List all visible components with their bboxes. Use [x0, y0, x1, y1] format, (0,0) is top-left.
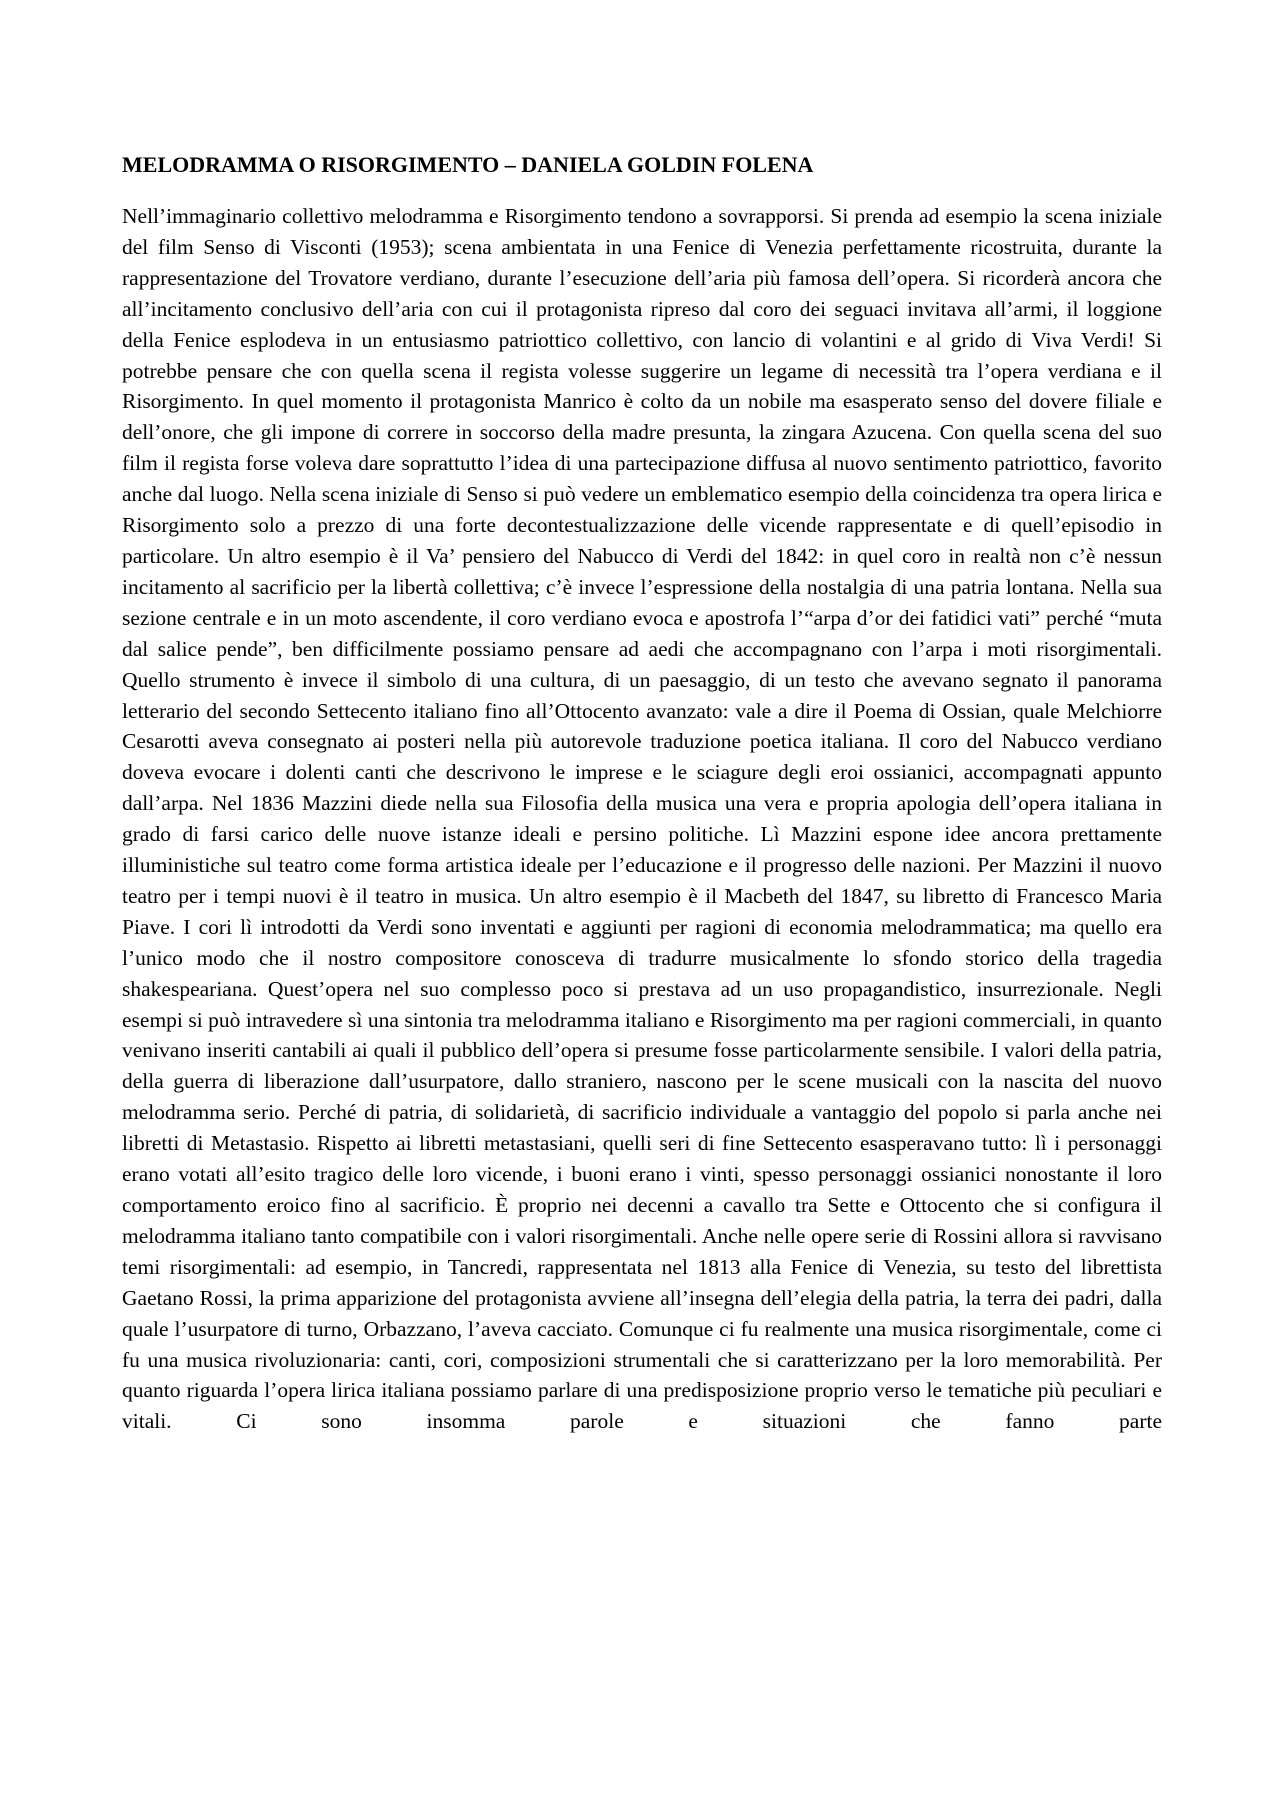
document-body-paragraph: Nell’immaginario collettivo melodramma e Risorgimento tendono a sovrapporsi. Si prenda ad esempio la scena iniziale del film Senso di Visconti (1953); scena ambientata in una Fenice di Venezia perfettamente ricostruita, durante la rappresentazione del Trovatore verdiano, durante l’esecuzione dell’aria più famosa dell’opera. Si ricorderà ancora che all’incitamento conclusivo dell’aria con cui il protagonista ripreso dal coro dei seguaci invitava all’armi, il loggione della Fenice esplodeva in un entusiasmo patriottico collettivo, con lancio di volantini e al grido di Viva Verdi! Si potrebbe pensare che con quella scena il regista volesse suggerire un legame di necessità tra l’opera verdiana e il Risorgimento. In quel momento il protagonista Manrico è colto da un nobile ma esasperato senso del dovere filiale e dell’onore, che gli impone di correre in soccorso della madre presunta, la zingara Azucena. Con quella scena del suo film il regista forse voleva dare soprattutto l’idea di una partecipazione diffusa al nuovo sentimento patriottico, favorito anche dal luogo. Nella scena iniziale di Senso si può vedere un emblematico esempio della coincidenza tra opera lirica e Risorgimento solo a prezzo di una forte decontestualizzazione delle vicende rappresentate e di quell’episodio in particolare. Un altro esempio è il Va’ pensiero del Nabucco di Verdi del 1842: in quel coro in realtà non c’è nessun incitamento al sacrificio per la libertà collettiva; c’è invece l’espressione della nostalgia di una patria lontana. Nella sua sezione centrale e in un moto ascendente, il coro verdiano evoca e apostrofa l’“arpa d’or dei fatidici vati” perché “muta dal salice pende”, ben difficilmente possiamo pensare ad aedi che accompagnano con l’arpa i moti risorgimentali. Quello strumento è invece il simbolo di una cultura, di un paesaggio, di un testo che avevano segnato il panorama letterario del secondo Settecento italiano fino all’Ottocento avanzato: vale a dire il Poema di Ossian, quale Melchiorre Cesarotti aveva consegnato ai posteri nella più autorevole traduzione poetica italiana. Il coro del Nabucco verdiano doveva evocare i dolenti canti che descrivono le imprese e le sciagure degli eroi ossianici, accompagnati appunto dall’arpa. Nel 1836 Mazzini diede nella sua Filosofia della musica una vera e propria apologia dell’opera italiana in grado di farsi carico delle nuove istanze ideali e persino politiche. Lì Mazzini espone idee ancora prettamente illuministiche sul teatro come forma artistica ideale per l’educazione e il progresso delle nazioni. Per Mazzini il nuovo teatro per i tempi nuovi è il teatro in musica. Un altro esempio è il Macbeth del 1847, su libretto di Francesco Maria Piave. I cori lì introdotti da Verdi sono inventati e aggiunti per ragioni di economia melodrammatica; ma quello era l’unico modo che il nostro compositore conosceva di tradurre musicalmente lo sfondo storico della tragedia shakespeariana. Quest’opera nel suo complesso poco si prestava ad un uso propagandistico, insurrezionale. Negli esempi si può intravedere sì una sintonia tra melodramma italiano e Risorgimento ma per ragioni commerciali, in quanto venivano inseriti cantabili ai quali il pubblico dell’opera si presume fosse particolarmente sensibile. I valori della patria, della guerra di liberazione dall’usurpatore, dallo straniero, nascono per le scene musicali con la nascita del nuovo melodramma serio. Perché di patria, di solidarietà, di sacrificio individuale a vantaggio del popolo si parla anche nei libretti di Metastasio. Rispetto ai libretti metastasiani, quelli seri di fine Settecento esasperavano tutto: lì i personaggi erano votati all’esito tragico delle loro vicende, i buoni erano i vinti, spesso personaggi ossianici nonostante il loro comportamento eroico fino al sacrificio. È proprio nei decenni a cavallo tra Sette e Ottocento che si configura il melodramma italiano tanto compatibile con i valori risorgimentali. Anche nelle opere serie di Rossini allora si ravvisano temi risorgimentali: ad esempio, in Tancredi, rappresentata nel 1813 alla Fenice di Venezia, su testo del librettista Gaetano Rossi, la prima apparizione del protagonista avviene all’insegna dell’elegia della patria, la terra dei padri, dalla quale l’usurpatore di turno, Orbazzano, l’aveva cacciato. Comunque ci fu realmente una musica risorgimentale, come ci fu una musica rivoluzionaria: canti, cori, composizioni strumentali che si caratterizzano per la loro memorabilità. Per quanto riguarda l’opera lirica italiana possiamo parlare di una predisposizione proprio verso le tematiche più peculiari e vitali. Ci sono insomma parole e situazioni che fanno parte — [122, 204, 1162, 1434]
document-title: MELODRAMMA O RISORGIMENTO – DANIELA GOLDIN FOLENA — [122, 152, 814, 177]
